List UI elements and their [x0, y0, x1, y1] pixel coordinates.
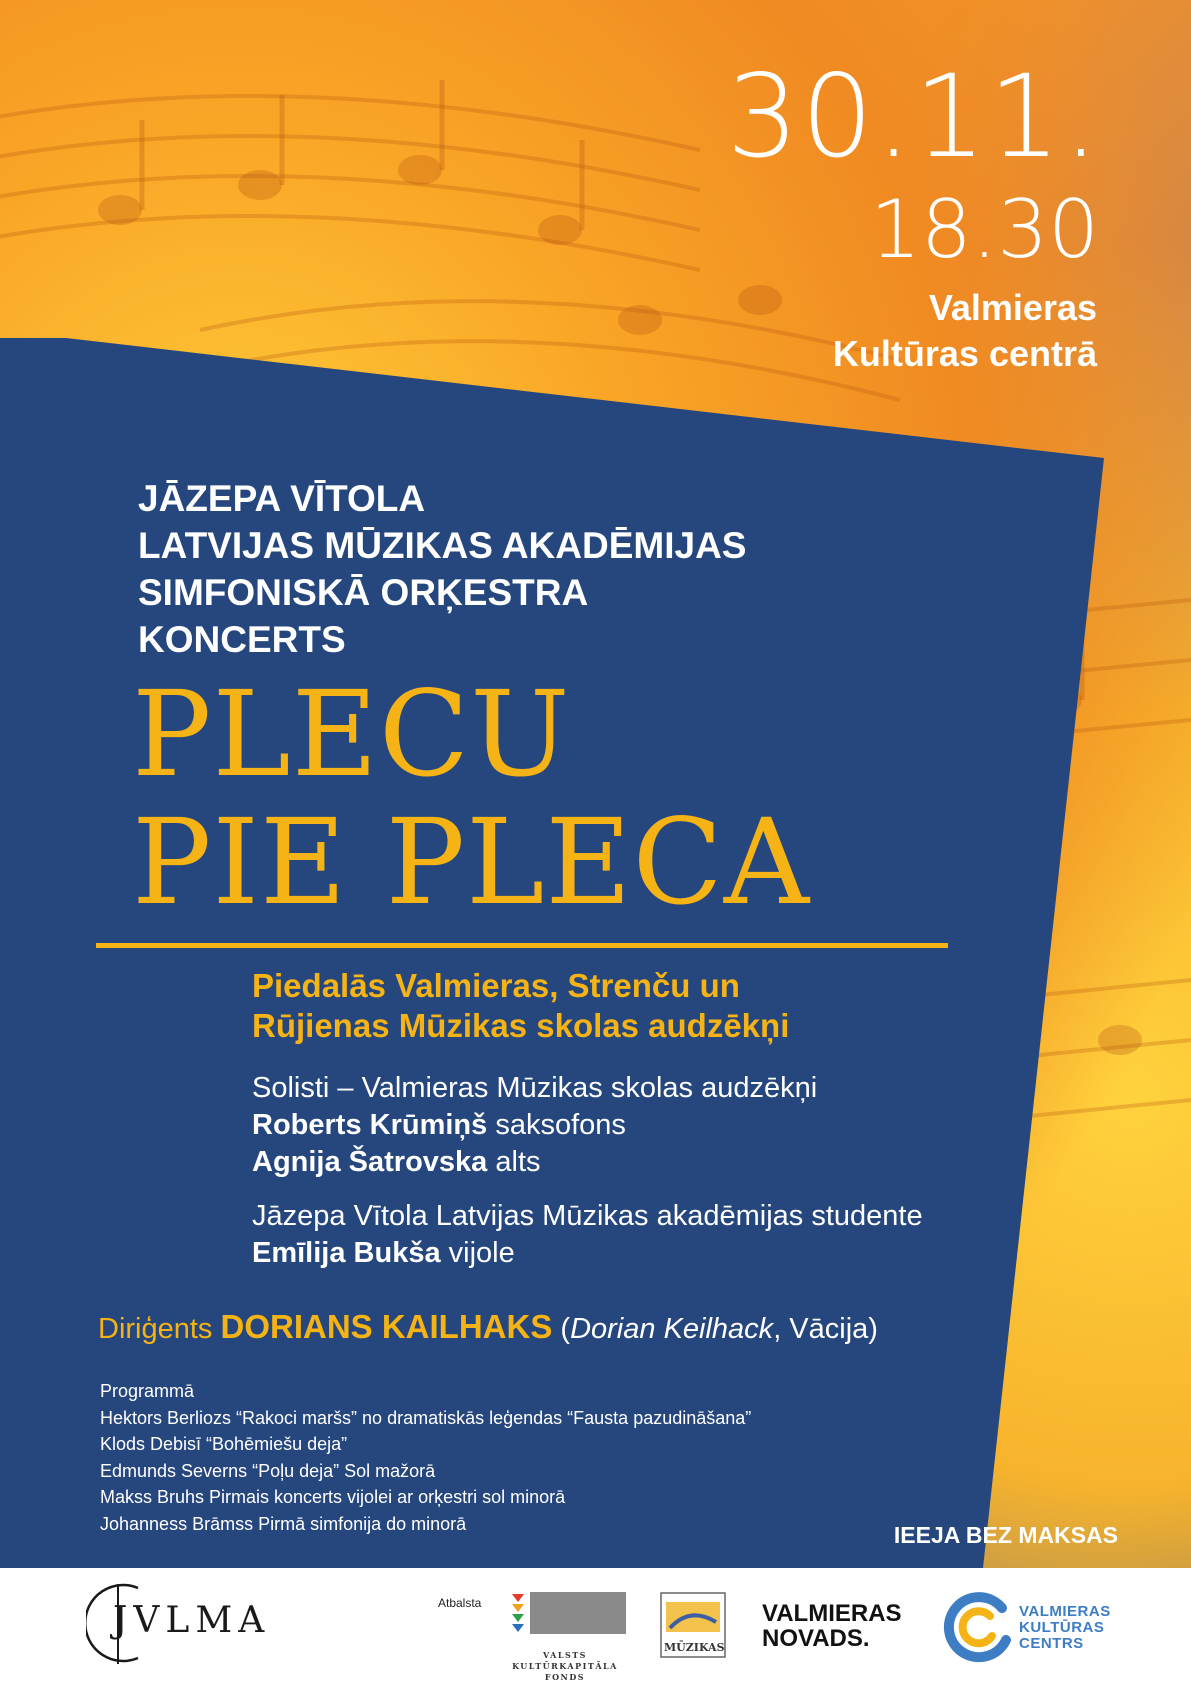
vkkf-logo-text: VALSTS KULTŪRKAPITĀLA FONDS	[512, 1650, 618, 1682]
soloists-heading: Solisti – Valmieras Mūzikas skolas audzēkņi	[252, 1072, 818, 1104]
title-underline	[96, 943, 948, 948]
soloist-row	[252, 1107, 817, 1144]
participants-line-2: Rūjienas Mūzikas skolas audzēkņi	[252, 1007, 790, 1044]
program-item: Johanness Brāmss Pirmā simfonija do minorā	[100, 1513, 467, 1534]
conductor-country: , Vācija)	[773, 1313, 878, 1345]
event-date: 30.11.	[726, 50, 1101, 183]
vkc-line-1: VALMIERAS	[1019, 1603, 1111, 1620]
student-name: Emīlija Bukša	[252, 1237, 441, 1269]
soloist-row	[252, 1144, 817, 1181]
organizer-heading	[138, 475, 746, 663]
participants-line-1: Piedalās Valmieras, Strenču un	[252, 967, 740, 1004]
soloist-name: Agnija Šatrovska	[252, 1146, 488, 1178]
student-heading: Jāzepa Vītola Latvijas Mūzikas akadēmijas studente	[252, 1200, 923, 1232]
organizer-line-1: JĀZEPA VĪTOLA	[138, 478, 426, 519]
music-school-logo-text: MŪZIKAS	[664, 1641, 725, 1654]
vkkf-logo-icon	[508, 1592, 626, 1648]
conductor-name: DORIANS KAILHAKS	[220, 1308, 553, 1345]
conductor-label: Diriģents	[98, 1313, 213, 1345]
admission-note: IEEJA BEZ MAKSAS	[893, 1522, 1118, 1548]
participants	[252, 966, 789, 1046]
soloists	[252, 1070, 817, 1181]
jvlma-logo-text: JVLMA	[113, 1600, 271, 1641]
soloist-name: Roberts Krūmiņš	[252, 1109, 488, 1141]
program-item: Klods Debisī “Bohēmiešu deja”	[100, 1434, 348, 1454]
vkc-line-2: KULTŪRAS	[1019, 1619, 1105, 1636]
soloist-instrument: saksofons	[495, 1109, 626, 1141]
program	[100, 1378, 751, 1537]
student-instrument: vijole	[448, 1237, 515, 1269]
novads-line-2: NOVADS.	[762, 1625, 870, 1652]
conductor-original-name: Dorian Keilhack	[570, 1313, 774, 1345]
organizer-line-4: KONCERTS	[138, 619, 346, 660]
vkc-line-3: CENTRS	[1019, 1635, 1084, 1652]
program-heading: Programmā	[100, 1381, 195, 1401]
concert-title	[132, 665, 811, 931]
venue-line-2: Kultūras centrā	[832, 333, 1097, 374]
conductor	[98, 1308, 878, 1346]
student-row	[252, 1235, 923, 1272]
valmieras-novads-logo	[762, 1601, 902, 1651]
conductor-paren-open: (	[560, 1313, 571, 1345]
title-line-1: PLECU	[132, 665, 571, 803]
valmieras-kulturas-centrs-logo-text	[1019, 1604, 1111, 1652]
support-label: Atbalsta	[438, 1596, 482, 1610]
program-item: Makss Bruhs Pirmais koncerts vijolei ar orķestri sol minorā	[100, 1487, 566, 1507]
soloist-instrument: alts	[495, 1146, 541, 1178]
title-line-2: PIE PLECA	[132, 793, 811, 931]
event-time: 18.30	[869, 183, 1099, 276]
novads-line-1: VALMIERAS	[762, 1600, 902, 1627]
student-soloist	[252, 1198, 923, 1272]
venue-line-1: Valmieras	[928, 287, 1097, 328]
valmieras-kulturas-centrs-logo-icon	[940, 1590, 1015, 1665]
event-venue	[833, 285, 1097, 377]
organizer-line-3: SIMFONISKĀ ORĶESTRA	[138, 572, 589, 613]
program-item: Edmunds Severns “Poļu deja” Sol mažorā	[100, 1460, 436, 1481]
program-item: Hektors Berliozs “Rakoci maršs” no dramatiskās leģendas “Fausta pazudināšana”	[100, 1407, 752, 1428]
organizer-line-2: LATVIJAS MŪZIKAS AKADĒMIJAS	[138, 525, 747, 566]
